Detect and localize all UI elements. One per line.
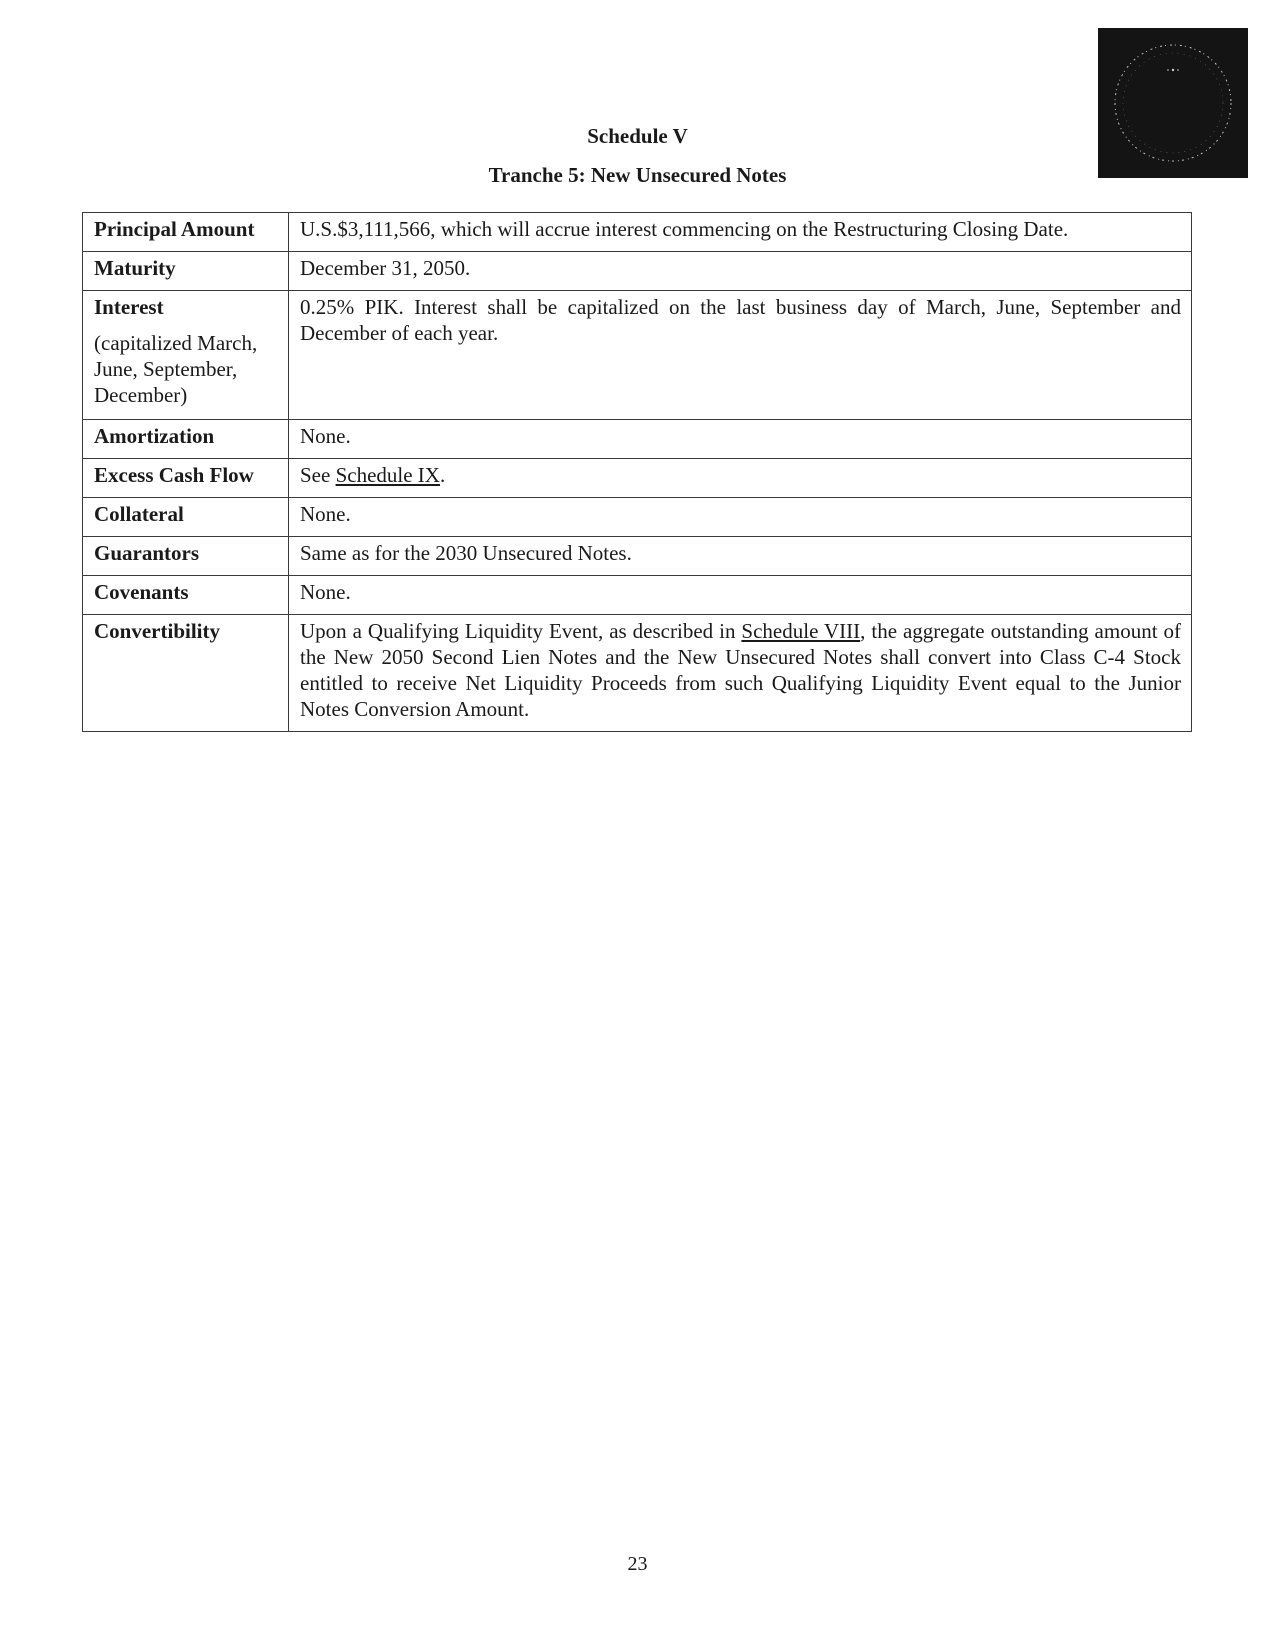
page-number: 23 xyxy=(627,1553,648,1575)
row-value-text: See xyxy=(300,463,336,487)
row-label: Interest xyxy=(94,295,164,319)
tranche-title: Tranche 5: New Unsecured Notes xyxy=(488,163,787,187)
row-value-text: . xyxy=(439,463,446,487)
row-label: Collateral xyxy=(83,498,289,537)
row-value-text: Upon a Qualifying Liquidity Event, as described in xyxy=(300,619,742,643)
table-row xyxy=(83,498,1192,537)
table-row xyxy=(83,213,1192,252)
row-label: Amortization xyxy=(83,420,289,459)
row-value: None. xyxy=(289,498,1192,537)
table-row xyxy=(83,576,1192,615)
schedule-title: Schedule V xyxy=(587,124,688,148)
table-row xyxy=(83,459,1192,498)
row-value: Same as for the 2030 Unsecured Notes. xyxy=(289,537,1192,576)
table-row xyxy=(83,420,1192,459)
row-value-text: , the aggregate outstanding amount of the New 2050 Second Lien Notes and the New Unsecured Notes shall convert into Class C-4 Stock entitled to receive Net Liquidity Proceeds from such Qualifying Liquidity Event equal to the Junior Notes Conversion Amount. xyxy=(300,619,1181,721)
terms-table xyxy=(82,212,1192,732)
row-label: Convertibility xyxy=(83,615,289,732)
row-label-cell xyxy=(83,291,289,420)
row-value: 0.25% PIK. Interest shall be capitalized on the last business day of March, June, September and December of each year. xyxy=(289,291,1192,420)
table-row xyxy=(83,615,1192,732)
row-label: Principal Amount xyxy=(83,213,289,252)
row-value: None. xyxy=(289,420,1192,459)
schedule-ix-link[interactable]: Schedule IX xyxy=(335,463,440,487)
seal-stamp-icon xyxy=(1098,28,1248,178)
table-row xyxy=(83,291,1192,420)
row-value: None. xyxy=(289,576,1192,615)
schedule-viii-link[interactable]: Schedule VIII xyxy=(741,619,861,643)
table-row xyxy=(83,252,1192,291)
row-label: Maturity xyxy=(83,252,289,291)
row-value: December 31, 2050. xyxy=(289,252,1192,291)
row-sublabel: (capitalized March, June, September, December) xyxy=(94,331,258,407)
row-label: Guarantors xyxy=(83,537,289,576)
table-row xyxy=(83,537,1192,576)
row-value-cell xyxy=(289,459,1192,498)
row-value-cell xyxy=(289,615,1192,732)
row-value: U.S.$3,111,566, which will accrue interest commencing on the Restructuring Closing Date. xyxy=(289,213,1192,252)
row-label: Covenants xyxy=(83,576,289,615)
row-label: Excess Cash Flow xyxy=(83,459,289,498)
